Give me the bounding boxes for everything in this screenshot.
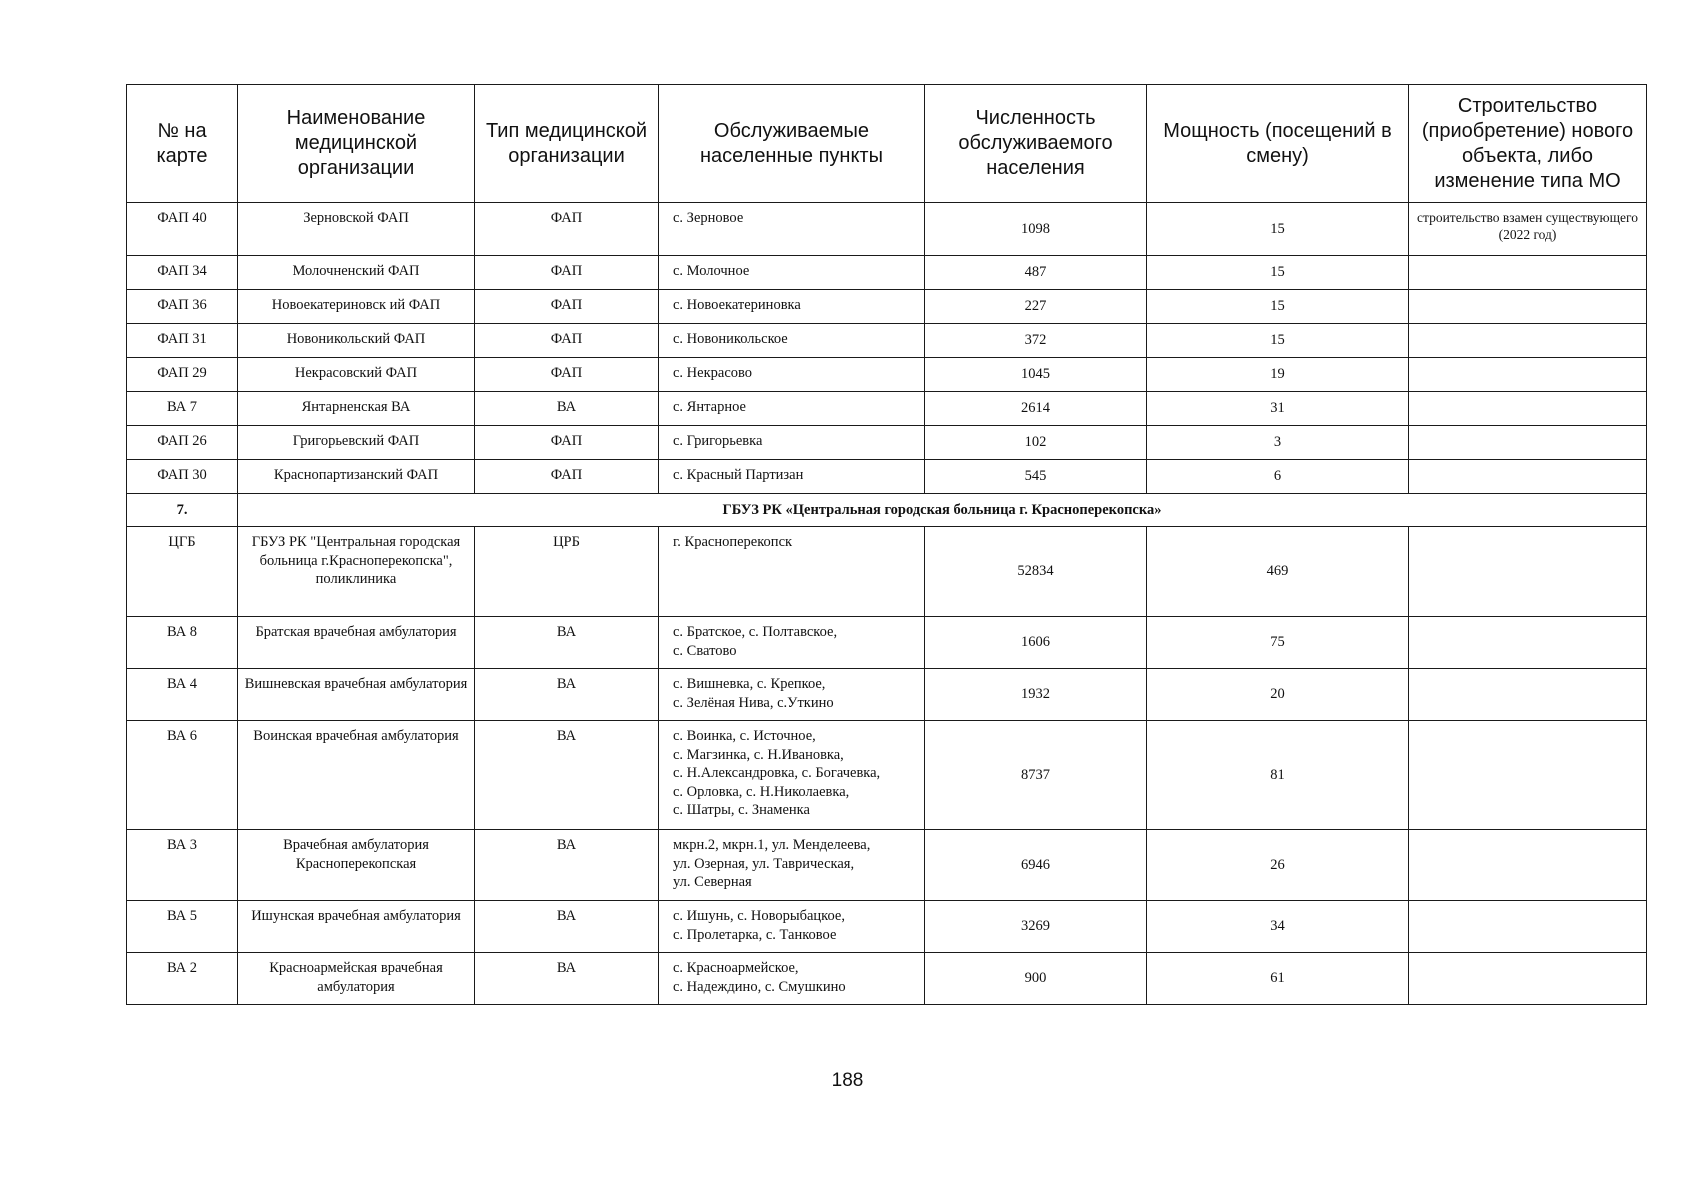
- cell-capacity: 34: [1147, 901, 1409, 953]
- cell-organization-type: ВА: [475, 721, 659, 830]
- cell-map-number: ФАП 31: [127, 324, 238, 358]
- cell-organization-name: Новоекатериновск ий ФАП: [238, 290, 475, 324]
- cell-organization-name: Вишневская врачебная амбулатория: [238, 669, 475, 721]
- cell-organization-type: ФАП: [475, 203, 659, 256]
- cell-capacity: 15: [1147, 256, 1409, 290]
- cell-served-settlements: с. Некрасово: [659, 358, 925, 392]
- cell-construction: [1409, 324, 1647, 358]
- cell-organization-name: Ишунская врачебная амбулатория: [238, 901, 475, 953]
- cell-served-settlements: г. Красноперекопск: [659, 527, 925, 617]
- table-row: [127, 256, 1647, 290]
- cell-construction: [1409, 901, 1647, 953]
- cell-served-settlements: мкрн.2, мкрн.1, ул. Менделеева, ул. Озерная, ул. Таврическая, ул. Северная: [659, 830, 925, 901]
- cell-population: 1045: [925, 358, 1147, 392]
- cell-capacity: 6: [1147, 460, 1409, 494]
- cell-construction: строительство взамен существующего (2022 год): [1409, 203, 1647, 256]
- cell-organization-type: ВА: [475, 669, 659, 721]
- cell-served-settlements: с. Ишунь, с. Новорыбацкое, с. Пролетарка, с. Танковое: [659, 901, 925, 953]
- cell-organization-type: ФАП: [475, 426, 659, 460]
- cell-map-number: ФАП 34: [127, 256, 238, 290]
- cell-map-number: ФАП 36: [127, 290, 238, 324]
- cell-population: 6946: [925, 830, 1147, 901]
- cell-organization-name: Зерновской ФАП: [238, 203, 475, 256]
- table-row: [127, 290, 1647, 324]
- cell-population: 8737: [925, 721, 1147, 830]
- cell-population: 102: [925, 426, 1147, 460]
- header-map-number: № на карте: [127, 85, 238, 203]
- cell-population: 2614: [925, 392, 1147, 426]
- cell-organization-type: ВА: [475, 617, 659, 669]
- cell-construction: [1409, 830, 1647, 901]
- cell-organization-name: Новоникольский ФАП: [238, 324, 475, 358]
- cell-map-number: ВА 4: [127, 669, 238, 721]
- cell-organization-name: Врачебная амбулатория Красноперекопская: [238, 830, 475, 901]
- cell-construction: [1409, 392, 1647, 426]
- cell-construction: [1409, 617, 1647, 669]
- cell-population: 900: [925, 953, 1147, 1005]
- table-row: [127, 669, 1647, 721]
- header-population: Численность обслуживаемого населения: [925, 85, 1147, 203]
- cell-map-number: ФАП 29: [127, 358, 238, 392]
- section-header-group: [127, 494, 1647, 527]
- cell-organization-name: Красноармейская врачебная амбулатория: [238, 953, 475, 1005]
- table-body-a: [127, 203, 1647, 494]
- cell-map-number: ВА 5: [127, 901, 238, 953]
- cell-map-number: ФАП 26: [127, 426, 238, 460]
- cell-map-number: ВА 7: [127, 392, 238, 426]
- cell-served-settlements: с. Новоекатериновка: [659, 290, 925, 324]
- table-row: [127, 203, 1647, 256]
- facilities-table-container: [126, 84, 1646, 1005]
- cell-map-number: ВА 6: [127, 721, 238, 830]
- cell-organization-type: ФАП: [475, 324, 659, 358]
- table-row: [127, 527, 1647, 617]
- header-construction: Строительство (приобретение) нового объекта, либо изменение типа МО: [1409, 85, 1647, 203]
- cell-capacity: 15: [1147, 324, 1409, 358]
- table-header: [127, 85, 1647, 203]
- cell-served-settlements: с. Красный Партизан: [659, 460, 925, 494]
- header-served-settlements: Обслуживаемые населенные пункты: [659, 85, 925, 203]
- cell-population: 1606: [925, 617, 1147, 669]
- cell-capacity: 469: [1147, 527, 1409, 617]
- cell-served-settlements: с. Красноармейское, с. Надеждино, с. Смушкино: [659, 953, 925, 1005]
- page-number: 188: [831, 1070, 864, 1091]
- cell-capacity: 3: [1147, 426, 1409, 460]
- cell-organization-type: ВА: [475, 392, 659, 426]
- cell-population: 372: [925, 324, 1147, 358]
- section-number: 7.: [127, 494, 238, 527]
- cell-capacity: 75: [1147, 617, 1409, 669]
- cell-population: 487: [925, 256, 1147, 290]
- table-row: [127, 324, 1647, 358]
- cell-map-number: ЦГБ: [127, 527, 238, 617]
- table-row: [127, 426, 1647, 460]
- table-body-b: [127, 527, 1647, 1005]
- cell-served-settlements: с. Новоникольское: [659, 324, 925, 358]
- cell-served-settlements: с. Молочное: [659, 256, 925, 290]
- cell-served-settlements: с. Вишневка, с. Крепкое, с. Зелёная Нива, с.Уткино: [659, 669, 925, 721]
- facilities-table: [126, 84, 1647, 1005]
- cell-population: 3269: [925, 901, 1147, 953]
- cell-organization-name: Молочненский ФАП: [238, 256, 475, 290]
- cell-capacity: 20: [1147, 669, 1409, 721]
- cell-construction: [1409, 953, 1647, 1005]
- cell-capacity: 19: [1147, 358, 1409, 392]
- cell-served-settlements: с. Воинка, с. Источное, с. Магзинка, с. Н.Ивановка, с. Н.Александровка, с. Богачевка, с. Орловка, с. Н.Николаевка, с. Шатры, с. Знаменка: [659, 721, 925, 830]
- table-row: [127, 460, 1647, 494]
- cell-construction: [1409, 669, 1647, 721]
- table-row: [127, 617, 1647, 669]
- cell-organization-name: Некрасовский ФАП: [238, 358, 475, 392]
- cell-construction: [1409, 256, 1647, 290]
- section-row: [127, 494, 1647, 527]
- cell-construction: [1409, 290, 1647, 324]
- cell-population: 545: [925, 460, 1147, 494]
- table-row: [127, 358, 1647, 392]
- cell-organization-name: Краснопартизанский ФАП: [238, 460, 475, 494]
- cell-organization-name: ГБУЗ РК "Центральная городская больница г.Красноперекопска", поликлиника: [238, 527, 475, 617]
- cell-capacity: 15: [1147, 290, 1409, 324]
- cell-organization-type: ФАП: [475, 358, 659, 392]
- cell-population: 1932: [925, 669, 1147, 721]
- cell-population: 227: [925, 290, 1147, 324]
- cell-served-settlements: с. Янтарное: [659, 392, 925, 426]
- cell-capacity: 81: [1147, 721, 1409, 830]
- header-capacity: Мощность (посещений в смену): [1147, 85, 1409, 203]
- cell-organization-name: Григорьевский ФАП: [238, 426, 475, 460]
- table-row: [127, 392, 1647, 426]
- table-row: [127, 830, 1647, 901]
- cell-construction: [1409, 527, 1647, 617]
- cell-organization-name: Янтарненская ВА: [238, 392, 475, 426]
- table-row: [127, 721, 1647, 830]
- header-organization-name: Наименование медицинской организации: [238, 85, 475, 203]
- cell-organization-name: Воинская врачебная амбулатория: [238, 721, 475, 830]
- cell-organization-name: Братская врачебная амбулатория: [238, 617, 475, 669]
- cell-capacity: 31: [1147, 392, 1409, 426]
- cell-served-settlements: с. Зерновое: [659, 203, 925, 256]
- table-row: [127, 901, 1647, 953]
- cell-capacity: 61: [1147, 953, 1409, 1005]
- cell-served-settlements: с. Братское, с. Полтавское, с. Сватово: [659, 617, 925, 669]
- cell-organization-type: ВА: [475, 953, 659, 1005]
- cell-organization-type: ФАП: [475, 256, 659, 290]
- cell-capacity: 15: [1147, 203, 1409, 256]
- cell-organization-type: ЦРБ: [475, 527, 659, 617]
- cell-map-number: ФАП 40: [127, 203, 238, 256]
- cell-population: 52834: [925, 527, 1147, 617]
- cell-construction: [1409, 721, 1647, 830]
- cell-construction: [1409, 358, 1647, 392]
- cell-map-number: ВА 2: [127, 953, 238, 1005]
- cell-organization-type: ВА: [475, 830, 659, 901]
- cell-capacity: 26: [1147, 830, 1409, 901]
- cell-organization-type: ВА: [475, 901, 659, 953]
- cell-organization-type: ФАП: [475, 460, 659, 494]
- section-title: ГБУЗ РК «Центральная городская больница г. Красноперекопска»: [238, 494, 1647, 527]
- cell-map-number: ВА 8: [127, 617, 238, 669]
- cell-map-number: ВА 3: [127, 830, 238, 901]
- cell-construction: [1409, 460, 1647, 494]
- table-row: [127, 953, 1647, 1005]
- cell-served-settlements: с. Григорьевка: [659, 426, 925, 460]
- header-organization-type: Тип медицинской организации: [475, 85, 659, 203]
- cell-construction: [1409, 426, 1647, 460]
- cell-organization-type: ФАП: [475, 290, 659, 324]
- cell-map-number: ФАП 30: [127, 460, 238, 494]
- cell-population: 1098: [925, 203, 1147, 256]
